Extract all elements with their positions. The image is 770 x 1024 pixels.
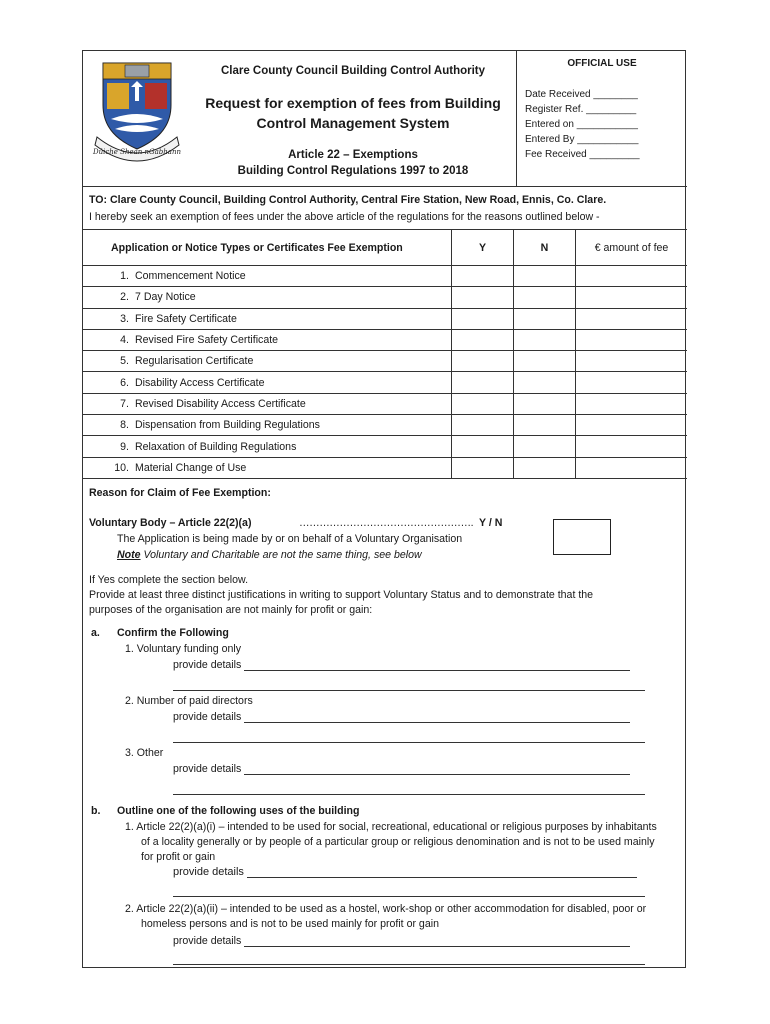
section-b-item-1-line-3: for profit or gain (141, 851, 216, 863)
section-b-letter: b. (91, 805, 101, 817)
voluntary-yn: Y / N (479, 517, 503, 529)
header-yes: Y (452, 230, 514, 265)
no-cell[interactable] (514, 330, 576, 350)
row-label (83, 458, 452, 478)
row-label (83, 266, 452, 286)
section-b-item-1-line-2: of a locality generally or by people of a particular group or religious denomination and is not to be used mainly (141, 836, 655, 848)
details-input-line[interactable] (244, 946, 630, 947)
details-continuation-3[interactable] (173, 783, 645, 795)
clare-county-crest-icon (89, 57, 185, 167)
provide-details-2 (173, 711, 630, 723)
section-b-title: Outline one of the following uses of the building (117, 805, 360, 817)
no-cell[interactable] (514, 266, 576, 286)
row-text: 7 Day Notice (135, 291, 196, 304)
row-text: Regularisation Certificate (135, 355, 254, 368)
row-label (83, 330, 452, 350)
no-cell[interactable] (514, 351, 576, 371)
provide-line-1: Provide at least three distinct justifications in writing to support Voluntary Status and to demonstrate that the (89, 589, 594, 601)
note-line (117, 549, 422, 561)
table-header-row (83, 230, 687, 266)
form-page (82, 50, 686, 968)
date-received-field[interactable]: Date Received ________ (525, 89, 638, 100)
provide-details-label: provide details (173, 763, 242, 775)
form-title-line-2: Control Management System (256, 115, 450, 131)
details-continuation-5[interactable] (173, 953, 645, 965)
voluntary-body-label: Voluntary Body – Article 22(2)(a) (89, 517, 252, 529)
fee-exemption-table (83, 229, 687, 479)
yes-cell[interactable] (452, 287, 514, 307)
details-input-line[interactable] (244, 670, 630, 671)
provide-details-label: provide details (173, 711, 242, 723)
table-row (83, 415, 687, 436)
section-a-item-3: 3. Other (125, 747, 164, 759)
note-label: Note (117, 549, 141, 561)
section-b-item-2-line-2: homeless persons and is not to be used mainly for profit or gain (141, 918, 439, 930)
row-number: 4. (120, 334, 129, 347)
provide-details-4 (173, 866, 637, 878)
provide-details-5 (173, 935, 630, 947)
row-number: 5. (120, 355, 129, 368)
row-number: 2. (120, 291, 129, 304)
row-text: Revised Fire Safety Certificate (135, 334, 279, 347)
row-number: 8. (120, 419, 129, 432)
fee-cell[interactable] (576, 436, 687, 456)
provide-details-1 (173, 659, 630, 671)
no-cell[interactable] (514, 394, 576, 414)
row-text: Dispensation from Building Regulations (135, 419, 320, 432)
no-cell[interactable] (514, 287, 576, 307)
details-input-line[interactable] (244, 722, 630, 723)
section-a-item-1: 1. Voluntary funding only (125, 643, 242, 655)
header-application-type: Application or Notice Types or Certificates Fee Exemption (83, 230, 452, 265)
no-cell[interactable] (514, 309, 576, 329)
register-ref-field[interactable]: Register Ref. _________ (525, 104, 637, 115)
no-cell[interactable] (514, 415, 576, 435)
yes-cell[interactable] (452, 351, 514, 371)
reason-title: Reason for Claim of Fee Exemption: (89, 487, 271, 499)
note-text: Voluntary and Charitable are not the same thing, see below (140, 549, 422, 561)
authority-name: Clare County Council Building Control Authority (220, 65, 486, 77)
yes-no-box[interactable] (553, 519, 611, 555)
yes-cell[interactable] (452, 330, 514, 350)
table-row (83, 351, 687, 372)
section-b-item-1-line-1: 1. Article 22(2)(a)(i) – intended to be used for social, recreational, educational or religious purposes by inhabitants (125, 821, 657, 833)
table-row (83, 266, 687, 287)
table-row (83, 309, 687, 330)
request-statement: I hereby seek an exemption of fees under the above article of the regulations for the reasons outlined below - (89, 211, 600, 223)
fee-cell[interactable] (576, 458, 687, 478)
if-yes-line: If Yes complete the section below. (89, 574, 249, 586)
row-number: 6. (120, 376, 129, 389)
provide-details-label: provide details (173, 659, 242, 671)
fee-cell[interactable] (576, 372, 687, 392)
entered-on-field[interactable]: Entered on ___________ (525, 119, 638, 130)
form-title (193, 93, 513, 133)
table-row (83, 287, 687, 308)
fee-cell[interactable] (576, 309, 687, 329)
row-label (83, 372, 452, 392)
row-number: 3. (120, 312, 129, 325)
provide-details-label: provide details (173, 935, 242, 947)
row-label (83, 309, 452, 329)
fee-cell[interactable] (576, 394, 687, 414)
no-cell[interactable] (514, 372, 576, 392)
table-row (83, 458, 687, 479)
yes-cell[interactable] (452, 394, 514, 414)
fee-cell[interactable] (576, 351, 687, 371)
fee-cell[interactable] (576, 415, 687, 435)
svg-text:Dúiche Sheán nGabhann: Dúiche Sheán nGabhann (93, 148, 181, 156)
official-use-panel (517, 51, 687, 187)
section-a-title: Confirm the Following (117, 627, 229, 639)
addressee-line: TO: Clare County Council, Building Control Authority, Central Fire Station, New Road, Ennis, Co. Clare. (89, 194, 607, 206)
details-continuation-4[interactable] (173, 885, 645, 897)
section-b-item-2-line-1: 2. Article 22(2)(a)(ii) – intended to be used as a hostel, work-shop or other accommodation for disabled, poor or (125, 903, 647, 915)
row-number: 1. (120, 270, 129, 283)
fee-received-field[interactable]: Fee Received _________ (525, 149, 640, 160)
table-row (83, 372, 687, 393)
no-cell[interactable] (514, 436, 576, 456)
header-fee-amount: € amount of fee (594, 241, 669, 254)
yes-cell[interactable] (452, 436, 514, 456)
row-label (83, 287, 452, 307)
yes-cell[interactable] (452, 372, 514, 392)
details-continuation-2[interactable] (173, 731, 645, 743)
entered-by-field[interactable]: Entered By ___________ (525, 134, 639, 145)
row-label (83, 394, 452, 414)
row-number: 7. (120, 397, 129, 410)
provide-details-label: provide details (173, 866, 244, 878)
section-a-item-2: 2. Number of paid directors (125, 695, 253, 707)
fee-cell[interactable] (576, 287, 687, 307)
details-continuation-1[interactable] (173, 679, 645, 691)
table-row (83, 330, 687, 351)
section-a-letter: a. (91, 627, 100, 639)
details-input-line[interactable] (247, 877, 637, 878)
header-no: N (514, 230, 576, 265)
provide-line-2: purposes of the organisation are not mainly for profit or gain: (89, 604, 373, 616)
row-number: 10. (114, 461, 129, 474)
provide-details-3 (173, 763, 630, 775)
article-heading (193, 147, 513, 179)
row-text: Revised Disability Access Certificate (135, 397, 306, 410)
row-text: Relaxation of Building Regulations (135, 440, 297, 453)
row-label (83, 415, 452, 435)
row-label (83, 351, 452, 371)
voluntary-dots: ……………………………………………. (299, 517, 474, 529)
table-row (83, 436, 687, 457)
yes-cell[interactable] (452, 309, 514, 329)
official-use-title: OFFICIAL USE (567, 58, 637, 69)
details-input-line[interactable] (244, 774, 630, 775)
row-text: Fire Safety Certificate (135, 312, 237, 325)
row-label (83, 436, 452, 456)
yes-cell[interactable] (452, 458, 514, 478)
official-use-fields (525, 87, 640, 162)
yes-cell[interactable] (452, 415, 514, 435)
yes-cell[interactable] (452, 266, 514, 286)
fee-cell[interactable] (576, 330, 687, 350)
application-line: The Application is being made by or on behalf of a Voluntary Organisation (117, 533, 463, 545)
table-row (83, 394, 687, 415)
article-line: Article 22 – Exemptions (288, 149, 418, 161)
row-number: 9. (120, 440, 129, 453)
no-cell[interactable] (514, 458, 576, 478)
header-panel (83, 51, 517, 187)
regulations-line: Building Control Regulations 1997 to 2018 (237, 165, 469, 177)
row-text: Commencement Notice (135, 270, 246, 283)
fee-cell[interactable] (576, 266, 687, 286)
row-text: Disability Access Certificate (135, 376, 265, 389)
row-text: Material Change of Use (135, 461, 247, 474)
form-title-line-1: Request for exemption of fees from Building (205, 95, 501, 111)
